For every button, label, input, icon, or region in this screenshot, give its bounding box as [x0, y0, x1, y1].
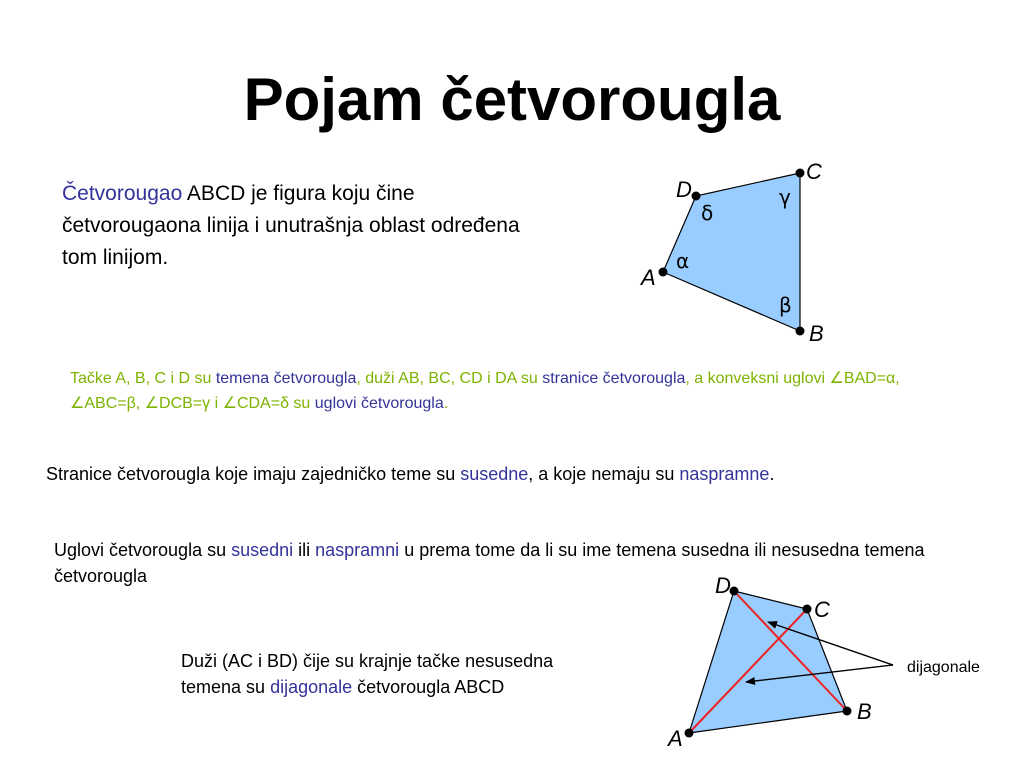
vertex-d-dot: [692, 192, 701, 201]
vertices-text-2: , duži AB, BC, CD i DA su: [356, 370, 543, 387]
vertex-b-dot: [796, 327, 805, 336]
angles-text-2: ili: [293, 540, 316, 560]
term-naspramne: naspramne: [679, 464, 770, 484]
angle-gamma: γ: [779, 185, 791, 209]
angle-beta: β: [779, 293, 792, 317]
term-cetvorougao: Četvorougao: [62, 182, 183, 205]
term-naspramni: naspramni: [315, 540, 400, 560]
sides-text-3: .: [769, 464, 775, 484]
vertices-text-1: Tačke A, B, C i D su: [70, 370, 216, 387]
term-dijagonale: dijagonale: [270, 677, 353, 697]
sides-text-1: Stranice četvorougla koje imaju zajedničko teme su: [46, 464, 461, 484]
slide-title: Pojam četvorougla: [243, 66, 781, 133]
vertex-c2-dot: [803, 605, 812, 614]
label-c: C: [806, 159, 822, 184]
label-b2: B: [857, 699, 872, 724]
angles-text-1: Uglovi četvorougla su: [54, 540, 232, 560]
diagonals-text-2: četvorougla ABCD: [352, 677, 505, 697]
vertex-c-dot: [796, 169, 805, 178]
vertex-a2-dot: [685, 729, 694, 738]
term-stranice: stranice četvorougla: [542, 370, 686, 387]
term-temena: temena četvorougla: [215, 370, 357, 387]
label-d: D: [676, 177, 692, 202]
angle-alpha: α: [676, 249, 690, 273]
angle-delta: δ: [701, 201, 714, 225]
vertex-a-dot: [659, 268, 668, 277]
intro-text: ABCD je figura koju čine četvorougaona linija i unutrašnja oblast određena tom linijom.: [62, 182, 520, 269]
sides-text-2: , a koje nemaju su: [528, 464, 680, 484]
term-susedni: susedni: [231, 540, 294, 560]
label-a2: A: [668, 726, 683, 751]
label-c2: C: [814, 597, 830, 622]
quadrilateral-figure-1: [639, 159, 824, 346]
term-susedne: susedne: [460, 464, 529, 484]
vertices-text-3: , a konveksni uglovi ∠BAD=α, ∠ABC=β, ∠DCB=γ i ∠CDA=δ su: [70, 370, 900, 412]
vertices-text-4: .: [443, 395, 449, 412]
dijagonale-callout-label: dijagonale: [907, 659, 980, 676]
term-uglovi: uglovi četvorougla: [314, 395, 444, 412]
quadrilateral-figure-2: [666, 573, 980, 751]
angles-text-3: u prema tome da li su ime temena susedna ili nesusedna temena četvorougla: [54, 540, 925, 586]
label-b: B: [809, 321, 824, 346]
label-d2: D: [715, 573, 731, 598]
diagonals-text-1: Duži (AC i BD) čije su krajnje tačke nesusedna temena su: [181, 651, 554, 697]
label-a: A: [641, 265, 656, 290]
vertex-b2-dot: [843, 707, 852, 716]
